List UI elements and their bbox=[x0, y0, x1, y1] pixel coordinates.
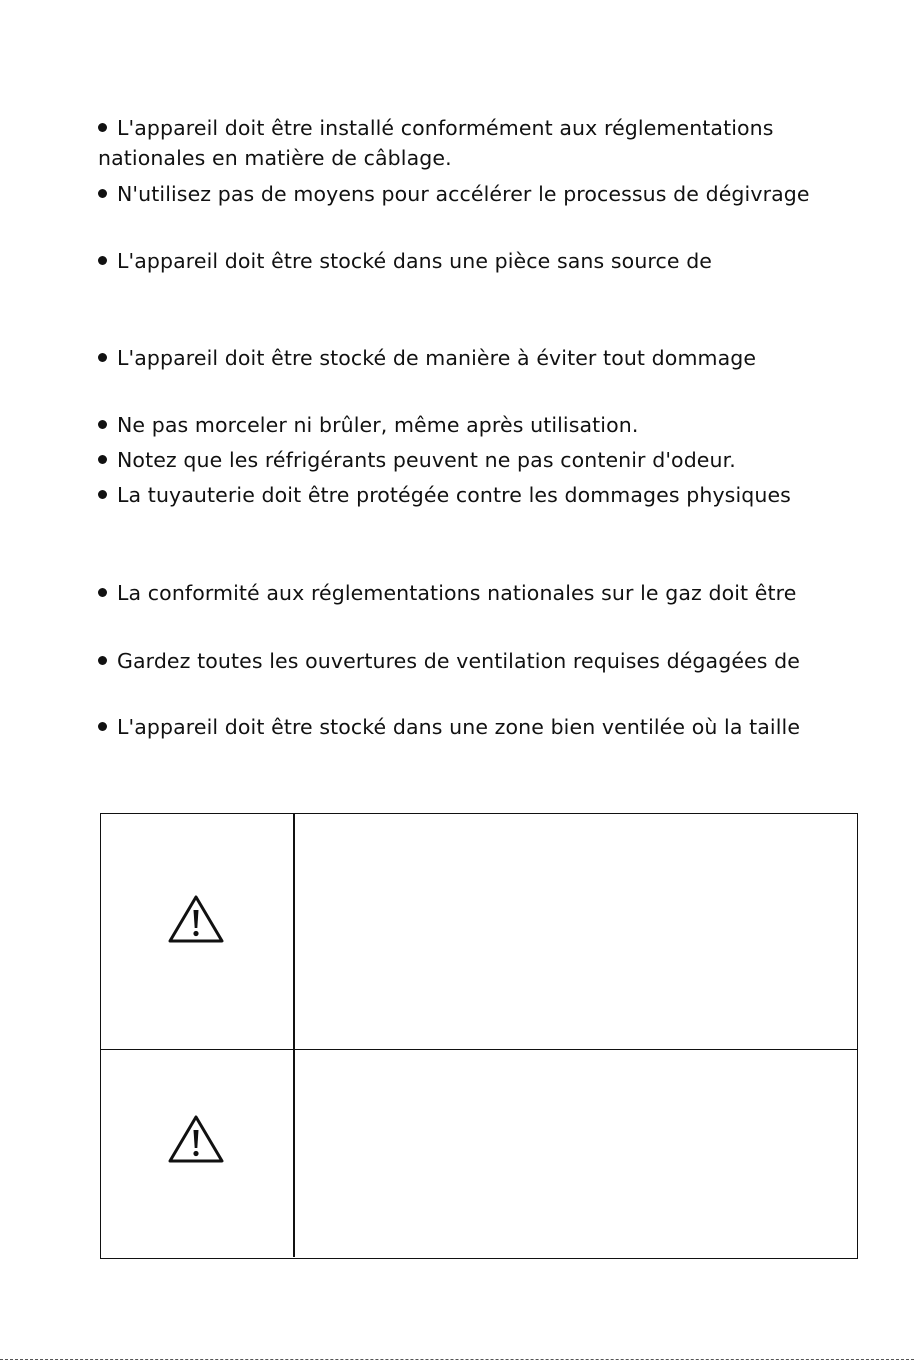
bullet-text: La tuyauterie doit être protégée contre les dommages physiques bbox=[117, 483, 791, 507]
bullet-item-4 bbox=[98, 345, 756, 371]
bullet-dot bbox=[98, 256, 107, 265]
bullet-dot bbox=[98, 490, 107, 499]
bullet-dot bbox=[98, 588, 107, 597]
bullet-text: L'appareil doit être installé conformément aux réglementations bbox=[117, 116, 774, 140]
bullet-item-9 bbox=[98, 648, 800, 674]
bullet-item-10 bbox=[98, 714, 800, 740]
warning-icon-cell bbox=[101, 814, 293, 1049]
bullet-text: La conformité aux réglementations nationales sur le gaz doit être bbox=[117, 581, 797, 605]
warning-text-cell bbox=[295, 1050, 857, 1257]
bullet-text: L'appareil doit être stocké dans une pièce sans source de bbox=[117, 249, 713, 273]
bullet-item-8 bbox=[98, 580, 796, 606]
bullet-text: Ne pas morceler ni brûler, même après utilisation. bbox=[117, 413, 639, 437]
warning-row-1 bbox=[101, 814, 857, 1050]
bullet-dot bbox=[98, 420, 107, 429]
warning-row-2 bbox=[101, 1050, 857, 1257]
bullet-dot bbox=[98, 656, 107, 665]
bullet-text: Notez que les réfrigérants peuvent ne pas contenir d'odeur. bbox=[117, 448, 736, 472]
warning-icon-cell bbox=[101, 1050, 293, 1257]
bullet-text: L'appareil doit être stocké de manière à éviter tout dommage bbox=[117, 346, 757, 370]
bullet-continuation-1 bbox=[98, 145, 452, 171]
bullet-dot bbox=[98, 189, 107, 198]
warning-triangle-icon bbox=[167, 894, 225, 944]
bullet-dot bbox=[98, 123, 107, 132]
bullet-item-6 bbox=[98, 447, 736, 473]
warning-table bbox=[100, 813, 858, 1259]
bullet-dot bbox=[98, 353, 107, 362]
bullet-item-2 bbox=[98, 181, 810, 207]
bullet-item-3 bbox=[98, 248, 712, 274]
warning-text-cell bbox=[295, 814, 857, 1049]
bullet-text: N'utilisez pas de moyens pour accélérer le processus de dégivrage bbox=[117, 182, 810, 206]
bullet-dot bbox=[98, 455, 107, 464]
bullet-item-7 bbox=[98, 482, 791, 508]
bullet-item-1 bbox=[98, 115, 774, 141]
page-bottom-rule bbox=[0, 1359, 914, 1360]
bullet-text: L'appareil doit être stocké dans une zone bien ventilée où la taille bbox=[117, 715, 801, 739]
warning-triangle-icon bbox=[167, 1114, 225, 1164]
bullet-text: Gardez toutes les ouvertures de ventilation requises dégagées de bbox=[117, 649, 800, 673]
bullet-item-5 bbox=[98, 412, 638, 438]
continuation-text: nationales en matière de câblage. bbox=[98, 146, 452, 170]
bullet-dot bbox=[98, 722, 107, 731]
